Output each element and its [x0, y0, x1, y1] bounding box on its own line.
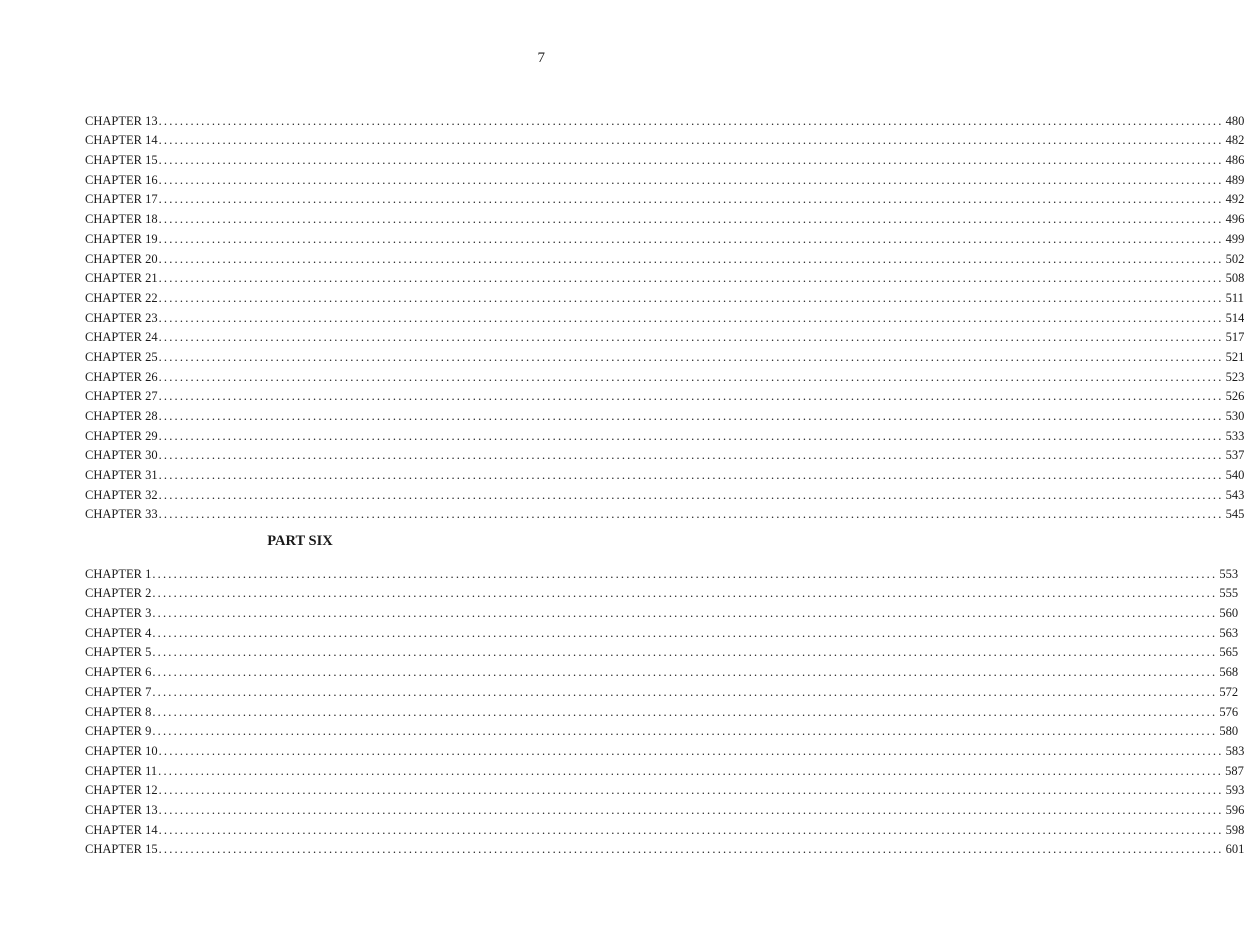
toc-entry-page: 563	[1219, 625, 1239, 640]
toc-entry-page: 568	[1219, 665, 1239, 680]
toc-entry-page: 537	[1225, 448, 1244, 463]
toc-dot-leader: ........................................................................................................................................................................................................	[152, 724, 1218, 739]
toc-dot-leader: ........................................................................................................................................................................................................	[158, 468, 1224, 483]
toc-entry[interactable]	[85, 384, 1244, 404]
toc-entry-label: CHAPTER 16	[85, 172, 158, 187]
toc-entry[interactable]	[85, 403, 1244, 423]
toc-entry[interactable]	[85, 738, 1244, 758]
toc-entry[interactable]	[85, 482, 1244, 502]
toc-entry-label: CHAPTER 24	[85, 330, 158, 345]
toc-entry-label: CHAPTER 7	[85, 684, 152, 699]
toc-dot-leader: ........................................................................................................................................................................................................	[158, 310, 1224, 325]
toc-entry-label: CHAPTER 15	[85, 842, 158, 857]
toc-dot-leader: ........................................................................................................................................................................................................	[158, 507, 1224, 522]
toc-dot-leader: ........................................................................................................................................................................................................	[152, 566, 1218, 581]
toc-entry[interactable]	[85, 817, 1244, 837]
toc-dot-leader: ........................................................................................................................................................................................................	[158, 487, 1224, 502]
toc-entry-label: CHAPTER 1	[85, 566, 152, 581]
toc-entry-label: CHAPTER 13	[85, 113, 158, 128]
toc-entry-label: CHAPTER 18	[85, 212, 158, 227]
toc-entry[interactable]	[85, 443, 1244, 463]
toc-entry-page: 540	[1225, 468, 1244, 483]
toc-entry-page: 580	[1219, 724, 1239, 739]
toc-entry-label: CHAPTER 22	[85, 290, 158, 305]
toc-entry[interactable]	[85, 364, 1244, 384]
toc-entry[interactable]	[85, 620, 1239, 640]
toc-entry[interactable]	[85, 659, 1239, 680]
toc-entry[interactable]	[85, 285, 1244, 305]
toc-entry-page: 499	[1225, 231, 1244, 246]
toc-entry-page: 576	[1219, 704, 1239, 719]
toc-entry-page: 572	[1219, 684, 1239, 699]
toc-entry-label: CHAPTER 15	[85, 153, 158, 168]
toc-entry-page: 526	[1225, 389, 1244, 404]
toc-entry[interactable]	[85, 758, 1244, 778]
toc-entry-label: CHAPTER 29	[85, 428, 158, 443]
toc-entry[interactable]	[85, 640, 1239, 660]
toc-dot-leader: ........................................................................................................................................................................................................	[152, 645, 1218, 660]
toc-dot-leader: ........................................................................................................................................................................................................	[158, 172, 1224, 187]
toc-entry-label: CHAPTER 6	[85, 665, 152, 680]
toc-entry-page: 533	[1225, 428, 1244, 443]
toc-dot-leader: ........................................................................................................................................................................................................	[158, 153, 1224, 168]
toc-dot-leader: ........................................................................................................................................................................................................	[158, 428, 1224, 443]
toc-dot-leader: ........................................................................................................................................................................................................	[152, 625, 1218, 640]
toc-entry-label: CHAPTER 5	[85, 645, 152, 660]
toc-entry-label: CHAPTER 28	[85, 409, 158, 423]
toc-dot-leader: ........................................................................................................................................................................................................	[158, 231, 1224, 246]
toc-entry[interactable]	[85, 128, 1244, 148]
part-six-heading: PART SIX	[267, 533, 333, 549]
toc-entry[interactable]	[85, 837, 1244, 857]
toc-entry-label: CHAPTER 12	[85, 783, 158, 798]
toc-dot-leader: ........................................................................................................................................................................................................	[158, 802, 1224, 817]
toc-entry[interactable]	[85, 167, 1244, 187]
toc-entry-label: CHAPTER 9	[85, 724, 152, 739]
toc-entry-page: 601	[1225, 842, 1244, 857]
toc-dot-leader: ........................................................................................................................................................................................................	[158, 212, 1224, 227]
toc-dot-leader: ........................................................................................................................................................................................................	[158, 448, 1224, 463]
toc-dot-leader: ........................................................................................................................................................................................................	[158, 409, 1224, 423]
toc-entry[interactable]	[85, 561, 1239, 581]
toc-entry-label: CHAPTER 31	[85, 468, 158, 483]
toc-entry-page: 508	[1225, 271, 1244, 286]
toc-entry-label: CHAPTER 27	[85, 389, 158, 404]
toc-entry[interactable]	[85, 423, 1244, 443]
toc-entry[interactable]	[85, 679, 1239, 699]
toc-entry-label: CHAPTER 25	[85, 349, 158, 364]
toc-entry-page: 523	[1225, 369, 1244, 384]
toc-entry-page: 555	[1219, 586, 1239, 601]
toc-entry[interactable]	[85, 246, 1244, 266]
toc-entry[interactable]	[85, 600, 1239, 621]
toc-entry[interactable]	[85, 581, 1239, 601]
toc-entry-label: CHAPTER 4	[85, 625, 152, 640]
toc-entry[interactable]	[85, 502, 1244, 522]
toc-dot-leader: ........................................................................................................................................................................................................	[158, 192, 1224, 207]
toc-entry-page: 543	[1225, 487, 1244, 502]
toc-entry[interactable]	[85, 147, 1244, 168]
toc-entry-label: CHAPTER 10	[85, 743, 158, 758]
toc-entry-page: 517	[1225, 330, 1244, 345]
toc-dot-leader: ........................................................................................................................................................................................................	[158, 842, 1224, 857]
toc-entry-label: CHAPTER 14	[85, 133, 158, 148]
toc-dot-leader: ........................................................................................................................................................................................................	[158, 783, 1224, 798]
toc-entry-page: 596	[1225, 802, 1244, 817]
toc-entry-page: 598	[1225, 822, 1244, 837]
toc-entry-label: CHAPTER 26	[85, 369, 158, 384]
toc-entry[interactable]	[85, 344, 1244, 364]
toc-entry-label: CHAPTER 13	[85, 802, 158, 817]
toc-dot-leader: ........................................................................................................................................................................................................	[158, 349, 1224, 364]
toc-dot-leader: ........................................................................................................................................................................................................	[158, 389, 1224, 404]
toc-entry-page: 492	[1225, 192, 1244, 207]
toc-dot-leader: ........................................................................................................................................................................................................	[152, 704, 1218, 719]
toc-entry-page: 496	[1225, 212, 1244, 227]
toc-dot-leader: ........................................................................................................................................................................................................	[158, 330, 1224, 345]
toc-dot-leader: ........................................................................................................................................................................................................	[158, 369, 1224, 384]
toc-entry-label: CHAPTER 21	[85, 271, 158, 286]
toc-dot-leader: ........................................................................................................................................................................................................	[152, 586, 1218, 601]
toc-entry-page: 511	[1225, 290, 1244, 305]
toc-entry-page: 565	[1219, 645, 1239, 660]
toc-dot-leader: ........................................................................................................................................................................................................	[158, 822, 1224, 837]
toc-entry-page: 482	[1225, 133, 1244, 148]
toc-entry-page: 560	[1219, 606, 1239, 621]
toc-dot-leader: ........................................................................................................................................................................................................	[158, 251, 1224, 266]
toc-dot-leader: ........................................................................................................................................................................................................	[158, 271, 1224, 286]
toc-entry[interactable]	[85, 462, 1244, 483]
toc-entry-label: CHAPTER 2	[85, 586, 152, 601]
toc-entry[interactable]	[85, 187, 1244, 207]
toc-list-part-five	[85, 108, 1244, 522]
toc-entry[interactable]	[85, 266, 1244, 286]
toc-entry-label: CHAPTER 19	[85, 231, 158, 246]
toc-dot-leader: ........................................................................................................................................................................................................	[158, 133, 1224, 148]
toc-entry-label: CHAPTER 33	[85, 507, 158, 522]
toc-entry[interactable]	[85, 699, 1239, 719]
toc-entry-page: 530	[1225, 409, 1244, 423]
toc-entry[interactable]	[85, 719, 1239, 739]
toc-entry-page: 480	[1225, 113, 1244, 128]
toc-entry-page: 502	[1225, 251, 1244, 266]
toc-entry-label: CHAPTER 14	[85, 822, 158, 837]
toc-entry-page: 593	[1225, 783, 1244, 798]
toc-entry-label: CHAPTER 23	[85, 310, 158, 325]
toc-dot-leader: ........................................................................................................................................................................................................	[158, 290, 1224, 305]
toc-entry[interactable]	[85, 797, 1244, 817]
toc-entry-page: 514	[1225, 310, 1244, 325]
toc-dot-leader: ........................................................................................................................................................................................................	[152, 684, 1218, 699]
toc-entry-label: CHAPTER 30	[85, 448, 158, 463]
page-number: 7	[537, 50, 545, 66]
toc-entry-label: CHAPTER 17	[85, 192, 158, 207]
toc-entry[interactable]	[85, 305, 1244, 325]
toc-entry[interactable]	[85, 325, 1244, 345]
toc-dot-leader: ........................................................................................................................................................................................................	[152, 665, 1218, 680]
toc-list-part-six	[85, 561, 1244, 857]
toc-entry-page: 553	[1219, 566, 1239, 581]
toc-entry-label: CHAPTER 20	[85, 251, 158, 266]
toc-entry-label: CHAPTER 3	[85, 606, 152, 621]
toc-entry-label: CHAPTER 8	[85, 704, 152, 719]
toc-dot-leader: ........................................................................................................................................................................................................	[158, 743, 1224, 758]
toc-entry[interactable]	[85, 778, 1244, 798]
toc-entry-label: CHAPTER 32	[85, 487, 158, 502]
toc-entry[interactable]	[85, 108, 1244, 128]
toc-dot-leader: ........................................................................................................................................................................................................	[152, 606, 1218, 621]
toc-entry-page: 545	[1225, 507, 1244, 522]
toc-entry-page: 587	[1225, 763, 1244, 778]
toc-entry-page: 489	[1225, 172, 1244, 187]
toc-entry-label: CHAPTER 11	[85, 763, 158, 778]
toc-entry-page: 486	[1225, 153, 1244, 168]
toc-dot-leader: ........................................................................................................................................................................................................	[158, 113, 1224, 128]
toc-entry-page: 583	[1225, 743, 1244, 758]
toc-entry[interactable]	[85, 226, 1244, 246]
toc-dot-leader: ........................................................................................................................................................................................................	[158, 763, 1224, 778]
toc-entry-page: 521	[1225, 349, 1244, 364]
toc-entry[interactable]	[85, 206, 1244, 227]
